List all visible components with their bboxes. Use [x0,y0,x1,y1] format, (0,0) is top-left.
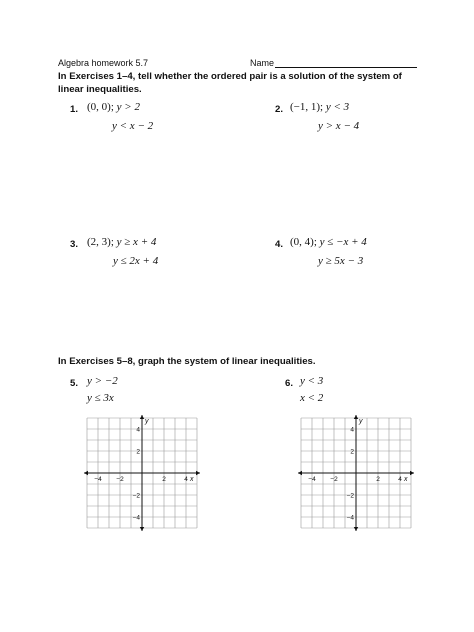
y-tick-label: −4 [346,514,354,522]
y-axis-arrow-down [140,527,144,531]
y-axis-label: y [359,418,363,425]
exercise-3-inequality-1: y ≥ x + 4 [116,236,157,248]
exercise-3-inequality-2 [113,255,158,267]
exercise-5-inequality-2 [87,392,114,404]
exercise-1-number: 1. [70,104,79,115]
exercise-6-inequality-1 [300,375,323,387]
graph-exercise-6[interactable] [297,414,422,547]
y-tick-label: 4 [136,426,140,434]
exercise-5-inequality-1 [87,375,118,387]
exercise-4-inequality-1: y ≤ −x + 4 [319,236,367,248]
exercise-5-number: 5. [70,378,79,389]
y-axis-arrow-down [354,527,358,531]
exercise-6-inequality-1-text: y < 3 [300,375,324,387]
x-axis-arrow-right [196,471,200,475]
exercise-4-point [290,236,367,248]
x-tick-label: 2 [376,476,380,483]
exercise-1-inequality-2-text: y < x − 2 [112,120,154,132]
y-tick-label: −2 [346,492,354,500]
exercise-5-inequality-1-text: y > −2 [87,375,118,387]
y-tick-label: 2 [350,448,354,456]
exercise-1-point-text: (0, 0); [87,101,114,113]
exercise-2-inequality-2 [318,120,359,132]
exercise-3-point-text: (2, 3); [87,236,114,248]
exercise-6-number: 6. [285,378,294,389]
exercise-4-inequality-2-text: y ≥ 5x − 3 [318,255,364,267]
course-title-text: Algebra homework 5.7 [58,58,149,68]
x-tick-label: 2 [162,476,166,483]
graph-exercise-5[interactable] [83,414,208,547]
exercise-2-inequality-2-text: y > x − 4 [318,120,360,132]
x-tick-label: −2 [330,476,338,483]
x-tick-label: 4 [398,476,402,483]
course-title [58,58,148,68]
exercise-4-inequality-2 [318,255,363,267]
exercise-6-inequality-2 [300,392,323,404]
y-axis-arrow-up [140,415,144,419]
y-tick-label: −2 [132,492,140,500]
coordinate-grid-6[interactable] [297,414,422,542]
x-axis-arrow-left [84,471,88,475]
x-axis-label: x [190,476,194,483]
coordinate-grid-5[interactable] [83,414,208,542]
exercise-2-number: 2. [275,104,284,115]
y-tick-label: −4 [132,514,140,522]
y-tick-label: 4 [350,426,354,434]
name-blank[interactable] [275,58,417,68]
exercise-1-inequality-1: y > 2 [116,101,140,113]
exercise-6-inequality-2-text: x < 2 [300,392,324,404]
exercise-3-inequality-2-text: y ≤ 2x + 4 [113,255,159,267]
x-tick-label: −2 [116,476,124,483]
y-axis-arrow-up [354,415,358,419]
x-axis-label: x [404,476,408,483]
x-axis-arrow-left [298,471,302,475]
y-axis-label: y [145,418,149,425]
name-label: Name [250,58,275,68]
exercise-2-point-text: (−1, 1); [290,101,324,113]
exercise-2-inequality-1: y < 3 [325,101,350,113]
exercise-3-point [87,236,156,248]
section1-instructions: In Exercises 1–4, tell whether the ordered pair is a solution of the system of linear inequalities. [58,71,402,95]
exercise-4-point-text: (0, 4); [290,236,317,248]
exercise-2-point [290,101,349,113]
exercise-4-number: 4. [275,239,284,250]
x-tick-label: −4 [308,476,316,483]
exercise-3-number: 3. [70,239,79,250]
x-tick-label: −4 [94,476,102,483]
x-tick-label: 4 [184,476,188,483]
name-field[interactable] [250,58,417,68]
exercise-5-inequality-2-text: y ≤ 3x [87,392,114,404]
y-tick-label: 2 [136,448,140,456]
exercise-1-point [87,101,140,113]
section2-instructions: In Exercises 5–8, graph the system of linear inequalities. [58,356,316,367]
x-axis-arrow-right [410,471,414,475]
exercise-1-inequality-2 [112,120,153,132]
